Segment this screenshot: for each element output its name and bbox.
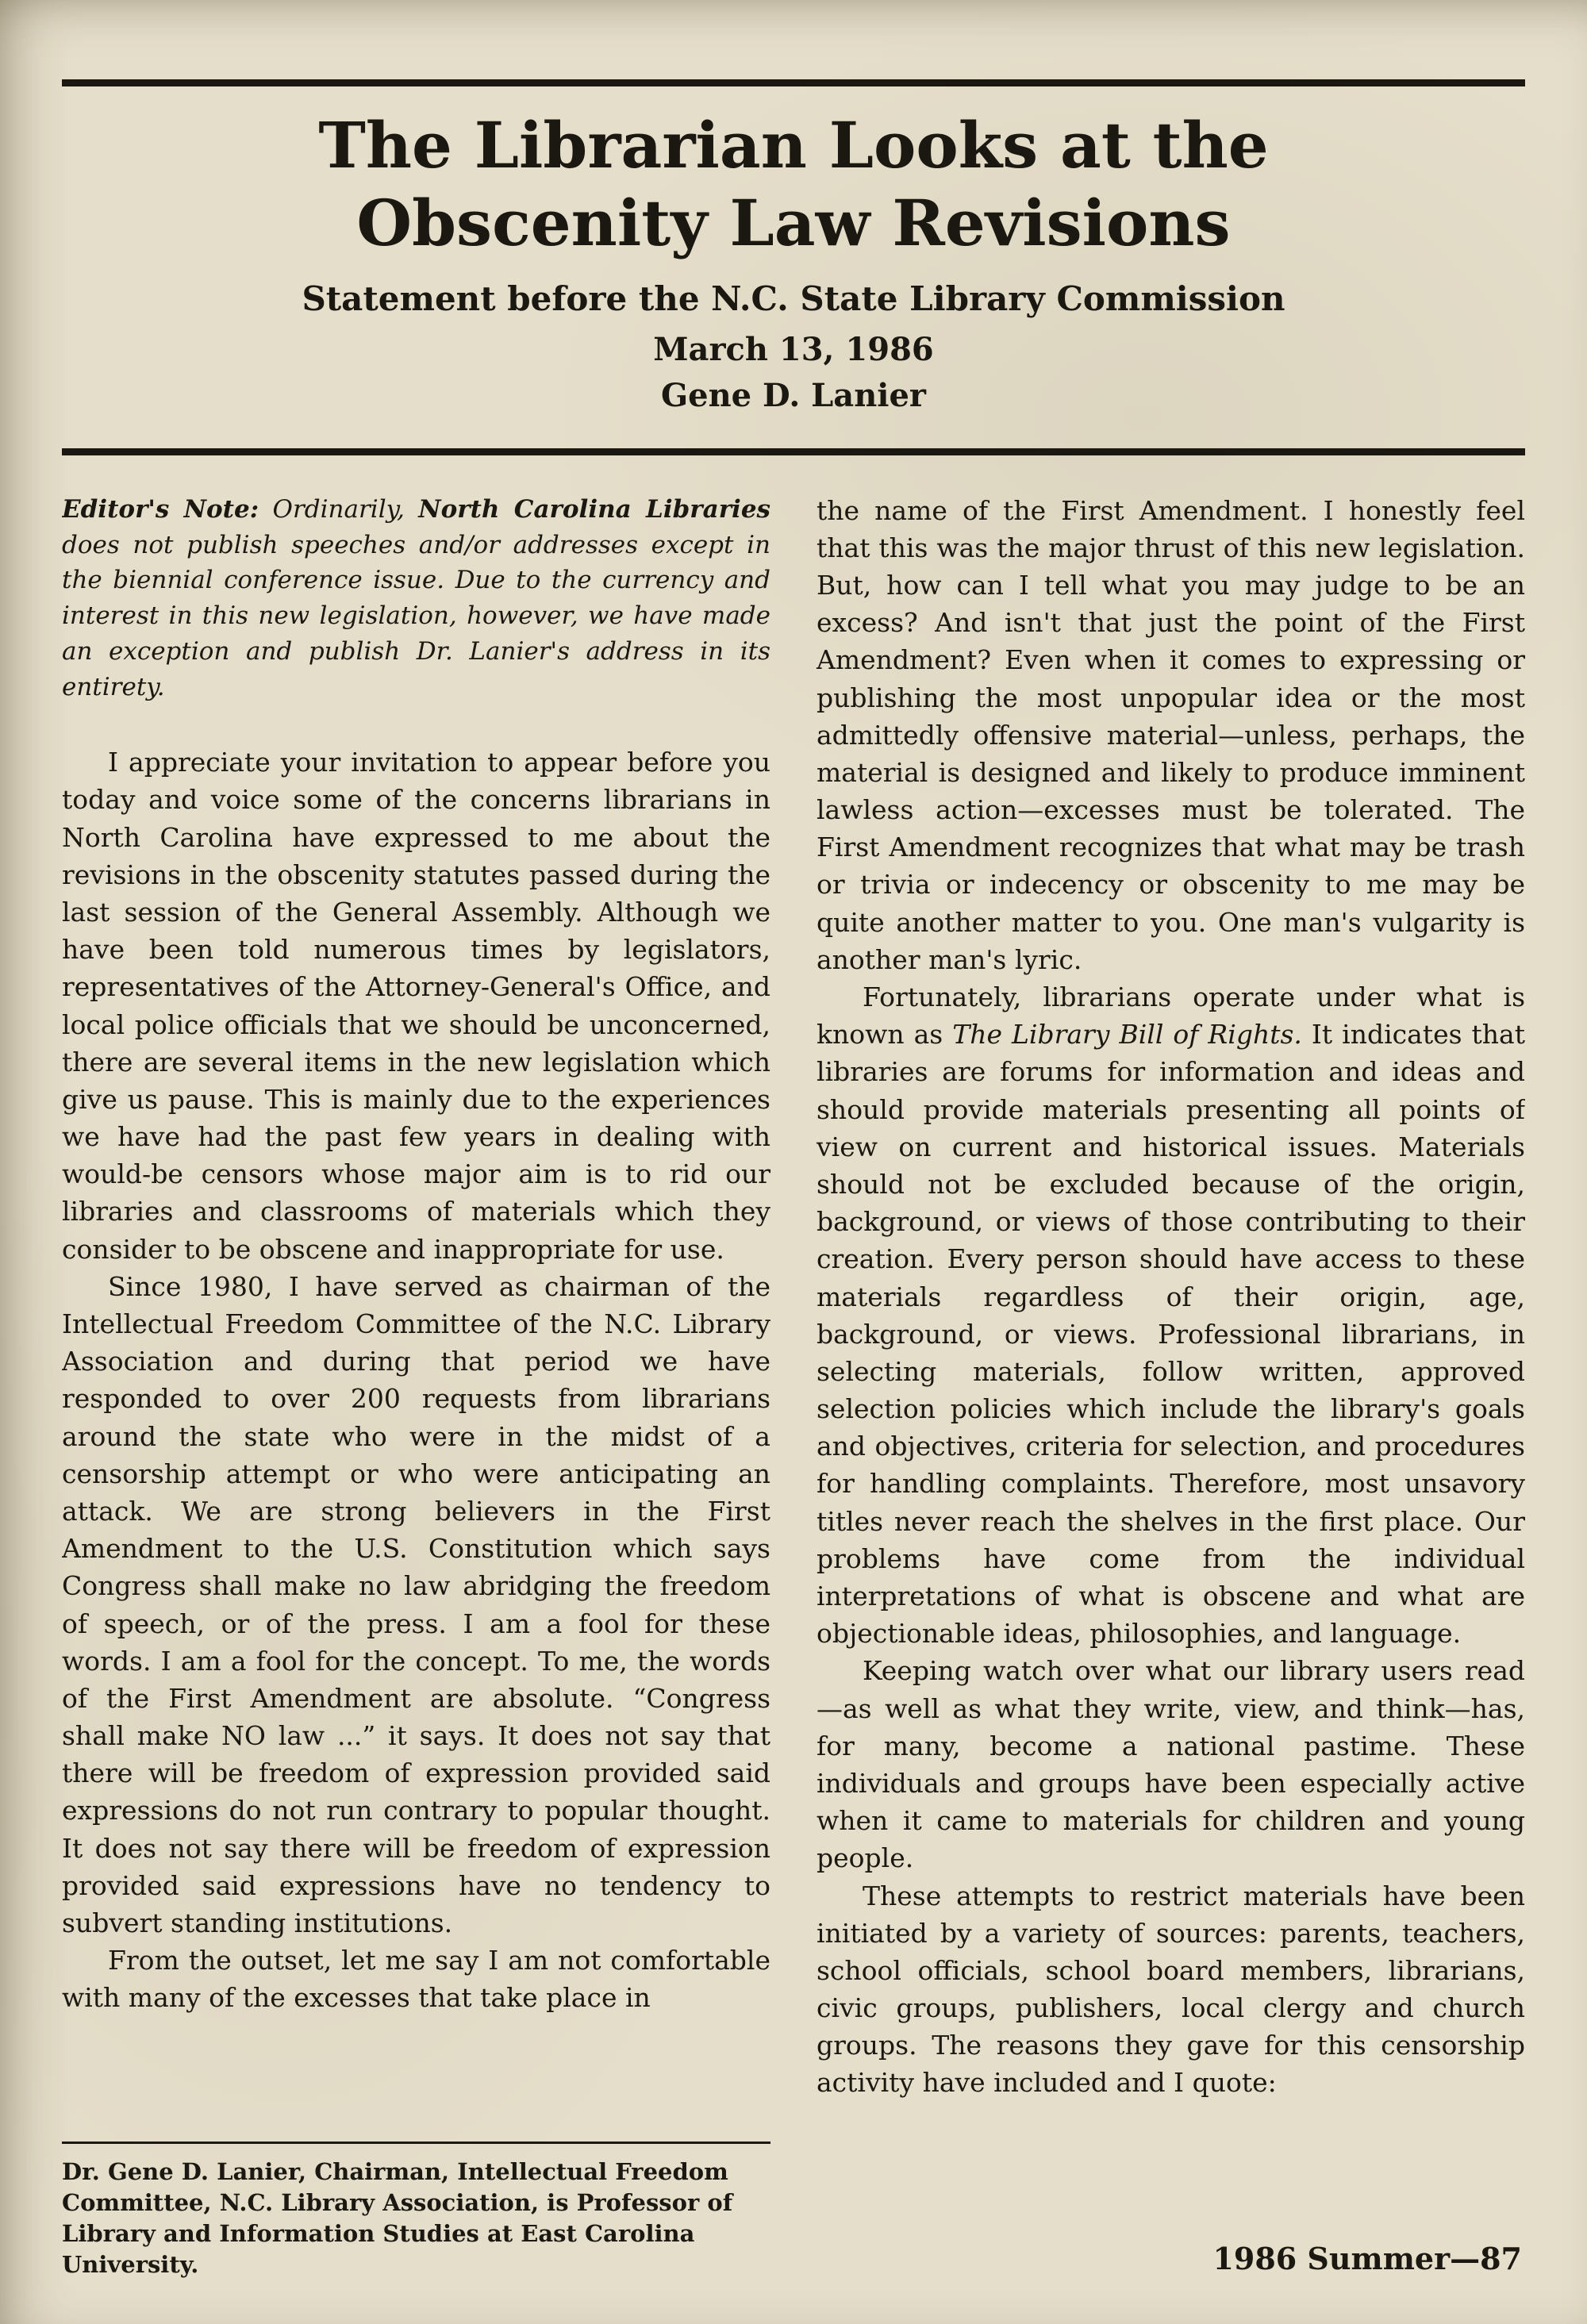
left-column bbox=[62, 492, 770, 2281]
paragraph-text: It indicates that libraries are forums for information and ideas and should provide materials presenting all points of view on current and historical issues. Materials should not be excluded because of the origin, background, or views of those contributing to their creation. Every person should have access to these materials regardless of their origin, age, background, or views. Professional librarians, in selecting materials, follow written, approved selection policies which include the library's goals and objectives, criteria for selection, and procedures for handling complaints. Therefore, most unsavory titles never reach the shelves in the first place. Our problems have come from the individual interpretations of what is obscene and what are objectionable ideas, philosophies, and language. bbox=[817, 1019, 1525, 1650]
footnote-rule bbox=[62, 2142, 770, 2144]
body-paragraph-right-1: the name of the First Amendment. I honestly feel that this was the major thrust of this new legislation. But, how can I tell what you may judge to be an excess? And isn't that just the point of the First Amendment? Even when it comes to expressing or publishing the most unpopular idea or the most admittedly offensive material—unless, perhaps, the material is designed and likely to produce imminent lawless action—excesses must be tolerated. The First Amendment recognizes that what may be trash or trivia or indecency or obscenity to me may be quite another matter to you. One man's vulgarity is another man's lyric. bbox=[817, 494, 1525, 975]
editors-note-text-2: does not publish speeches and/or addresses except in the biennial conference issue. Due to the currency and interest in this new legislation, however, we have made an exception and publish Dr. Lanier's address in its entirety. bbox=[62, 530, 770, 702]
top-rule bbox=[62, 79, 1525, 86]
library-bill-of-rights-title: The Library Bill of Rights. bbox=[952, 1019, 1302, 1051]
header-rule bbox=[62, 448, 1525, 455]
body-paragraph-right-3: Keeping watch over what our library users read—as well as what they write, view, and think—has, for many, become a national pastime. These individuals and groups have been especially active when it came to materials for children and young people. bbox=[817, 1655, 1525, 1874]
title-line-1: The Librarian Looks at the bbox=[318, 108, 1269, 182]
editors-note bbox=[62, 492, 770, 706]
editors-note-label: Editor's Note: bbox=[62, 494, 259, 524]
body-paragraph-left-1: I appreciate your invitation to appear before you today and voice some of the concerns librarians in North Carolina have expressed to me about the revisions in the obscenity statutes passed during the last session of the General Assembly. Although we have been told numerous times by legislators, representatives of the Attorney-General's Office, and local police officials that we should be unconcerned, there are several items in the new legislation which give us pause. This is mainly due to the experiences we have had the past few years in dealing with would-be censors whose major aim is to rid our libraries and classrooms of materials which they consider to be obscene and inappropriate for use. bbox=[62, 747, 770, 1265]
body-paragraph-left-2: Since 1980, I have served as chairman of the Intellectual Freedom Committee of the N.C. Library Association and during that period we have responded to over 200 requests from librarians around the state who were in the midst of a censorship attempt or who were anticipating an attack. We are strong believers in the First Amendment to the U.S. Constitution which says Congress shall make no law abridging the freedom of speech, or of the press. I am a fool for these words. I am a fool for the concept. To me, the words of the First Amendment are absolute. “Congress shall make NO law ...” it says. It does not say that there will be freedom of expression provided said expressions do not run contrary to popular thought. It does not say there will be freedom of expression provided said expressions have no tendency to subvert standing institutions. bbox=[62, 1270, 770, 1939]
columns-container bbox=[62, 492, 1525, 2281]
page-number-footer: 1986 Summer—87 bbox=[1212, 2241, 1522, 2277]
editors-note-text-1: Ordinarily, bbox=[259, 494, 419, 524]
article-header bbox=[62, 107, 1525, 415]
right-column bbox=[817, 492, 1525, 2281]
body-paragraph-right-2 bbox=[817, 978, 1525, 1652]
article-date: March 13, 1986 bbox=[653, 330, 934, 368]
footnote-block bbox=[62, 2127, 770, 2281]
title-line-2: Obscenity Law Revisions bbox=[356, 185, 1231, 260]
body-paragraph-left-3: From the outset, let me say I am not comfortable with many of the excesses that take place in bbox=[62, 1945, 770, 2014]
author-byline: Gene D. Lanier bbox=[660, 376, 927, 414]
article-subtitle: Statement before the N.C. State Library Commission bbox=[302, 279, 1285, 319]
body-paragraph-right-4: These attempts to restrict materials have been initiated by a variety of sources: parents, teachers, school officials, school board members, librarians, civic groups, publishers, local clergy and church groups. The reasons they gave for this censorship activity have included and I quote: bbox=[817, 1880, 1525, 2099]
journal-name: North Carolina Libraries bbox=[418, 494, 770, 524]
page-title bbox=[62, 107, 1525, 262]
paragraph-text: Fortunately, librarians operate under what is known as bbox=[817, 981, 1525, 1051]
author-footnote: Dr. Gene D. Lanier, Chairman, Intellectual Freedom Committee, N.C. Library Association, is Professor of Library and Information Studies at East Carolina University. bbox=[62, 2158, 733, 2279]
